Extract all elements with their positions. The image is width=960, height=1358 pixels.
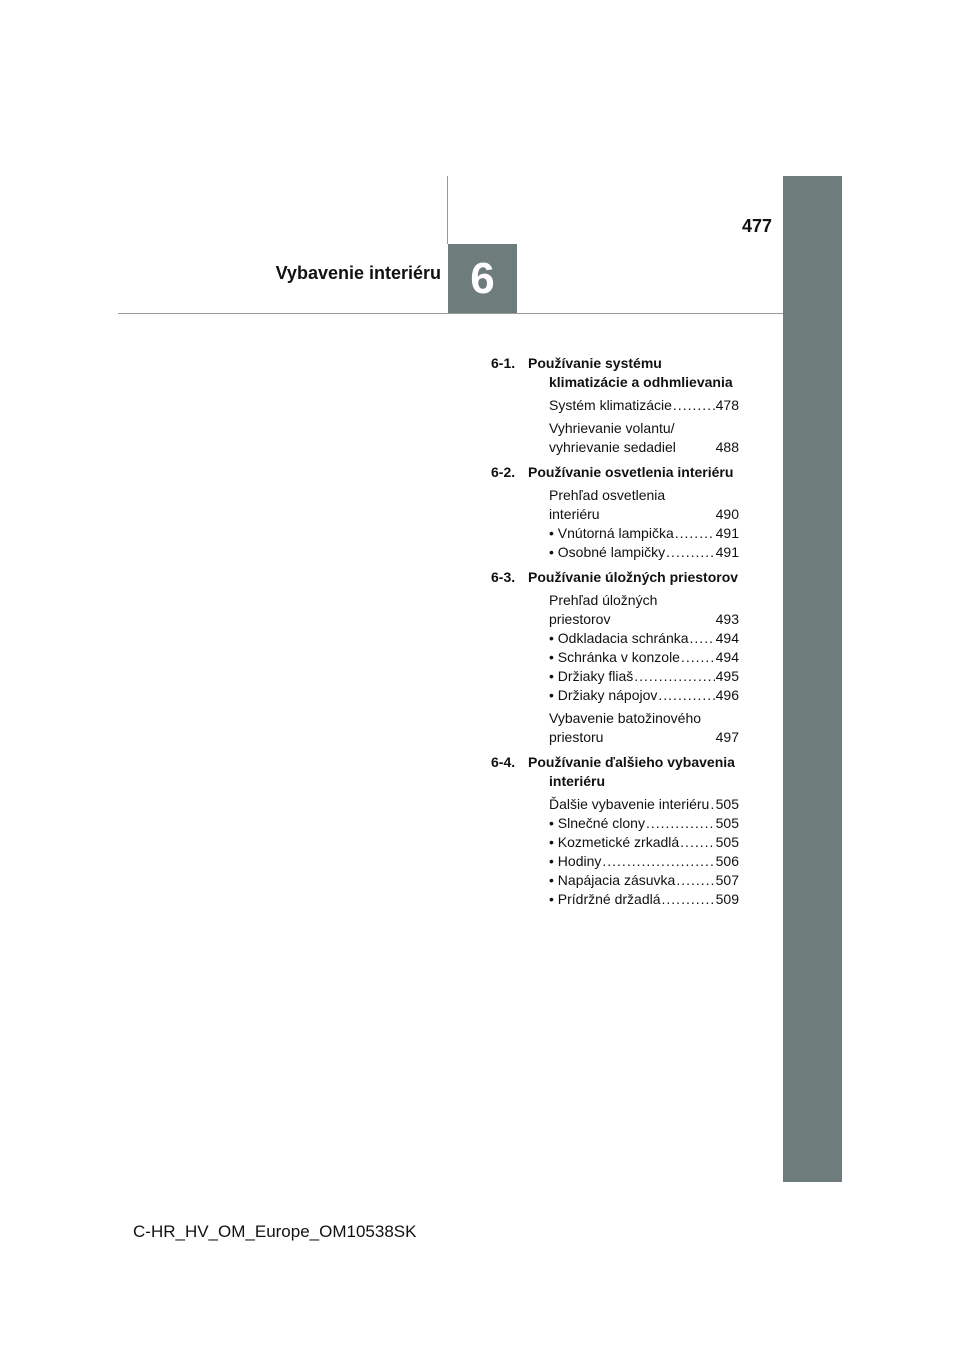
toc-leader	[673, 396, 715, 415]
toc-section-number: 6-1.	[491, 355, 516, 371]
header-vertical-rule	[447, 176, 448, 244]
toc-leader	[710, 795, 714, 814]
toc-entry-page: 506	[715, 853, 739, 869]
toc-entry[interactable]	[491, 667, 739, 686]
toc-entry[interactable]	[491, 833, 739, 852]
toc-entry-text: Prehľad osvetlenia interiéru	[549, 487, 666, 522]
toc-entry-text: • Držiaky nápojov	[549, 687, 658, 703]
toc-entry-page: 494	[715, 649, 739, 665]
toc-entry-page: 505	[715, 796, 739, 812]
toc-leader	[666, 543, 714, 562]
toc-entry[interactable]	[491, 852, 739, 871]
toc-entry-page: 509	[715, 891, 739, 907]
toc-entry-page: 488	[715, 439, 739, 455]
toc-section-title: Používanie systému klimatizácie a odhmlievania	[528, 355, 733, 390]
toc-section-heading[interactable]	[491, 354, 739, 392]
toc-entry[interactable]	[491, 543, 739, 562]
toc-leader	[681, 648, 715, 667]
toc-entry-text: • Kozmetické zrkadlá	[549, 834, 680, 850]
toc-section-heading[interactable]	[491, 463, 739, 482]
toc-leader	[675, 524, 715, 543]
toc-entry-text: • Vnútorná lampička	[549, 525, 674, 541]
toc-entry-page: 491	[715, 544, 739, 560]
toc-section	[491, 568, 739, 747]
toc-entry-text: Systém klimatizácie	[549, 397, 672, 413]
toc-entry-text: • Odkladacia schránka	[549, 630, 689, 646]
toc-section	[491, 463, 739, 562]
toc-entry-page: 490	[715, 506, 739, 522]
chapter-title: Vybavenie interiéru	[275, 263, 441, 283]
toc-entry[interactable]	[491, 890, 739, 909]
toc-entry-text: Prehľad úložných priestorov	[549, 592, 658, 627]
toc-section	[491, 753, 739, 909]
toc-entry[interactable]	[491, 486, 739, 524]
toc-entry-text: Vyhrievanie volantu/ vyhrievanie sedadiel	[549, 420, 676, 455]
toc-entry-text: • Osobné lampičky	[549, 544, 666, 560]
table-of-contents	[491, 354, 739, 911]
toc-entry-text: Ďalšie vybavenie interiéru	[549, 796, 710, 812]
toc-section	[491, 354, 739, 457]
toc-entry[interactable]	[491, 419, 739, 457]
toc-section-heading[interactable]	[491, 753, 739, 791]
toc-leader	[658, 686, 714, 705]
chapter-number-box	[448, 244, 517, 313]
toc-leader	[602, 852, 714, 871]
toc-entry-page: 505	[715, 834, 739, 850]
toc-entry-text: • Slnečné clony	[549, 815, 645, 831]
toc-entry[interactable]	[491, 709, 739, 747]
toc-section-title: Používanie osvetlenia interiéru	[528, 464, 734, 480]
toc-section-title: Používanie ďalšieho vybavenia interiéru	[528, 754, 735, 789]
toc-entry-page: 497	[715, 729, 739, 745]
toc-leader	[676, 871, 714, 890]
toc-entry-text: • Schránka v konzole	[549, 649, 680, 665]
toc-entry[interactable]	[491, 686, 739, 705]
toc-entry-page: 495	[715, 668, 739, 684]
toc-leader	[690, 629, 715, 648]
toc-entry[interactable]	[491, 814, 739, 833]
toc-entry-page: 505	[715, 815, 739, 831]
toc-entry-page: 496	[715, 687, 739, 703]
toc-entry-text: • Hodiny	[549, 853, 602, 869]
toc-entry[interactable]	[491, 795, 739, 814]
toc-entry-text: Vybavenie batožinového priestoru	[549, 710, 702, 745]
header-horizontal-rule	[118, 313, 783, 314]
toc-leader	[634, 667, 714, 686]
toc-section-title: Používanie úložných priestorov	[528, 569, 739, 585]
toc-entry-text: • Prídržné držadlá	[549, 891, 661, 907]
toc-entry-page: 478	[715, 397, 739, 413]
toc-section-heading[interactable]	[491, 568, 739, 587]
toc-entry[interactable]	[491, 524, 739, 543]
toc-entry[interactable]	[491, 629, 739, 648]
toc-entry-page: 507	[715, 872, 739, 888]
page-number: 477	[741, 216, 772, 236]
toc-entry[interactable]	[491, 648, 739, 667]
document-footer: C-HR_HV_OM_Europe_OM10538SK	[133, 1222, 417, 1241]
toc-entry-text: • Držiaky fliaš	[549, 668, 634, 684]
chapter-number: 6	[470, 253, 495, 303]
toc-leader	[680, 833, 714, 852]
toc-entry-page: 494	[715, 630, 739, 646]
toc-entry[interactable]	[491, 396, 739, 415]
toc-entry[interactable]	[491, 591, 739, 629]
toc-entry-page: 493	[715, 611, 739, 627]
toc-entry[interactable]	[491, 871, 739, 890]
toc-section-number: 6-2.	[491, 464, 516, 480]
toc-leader	[662, 890, 715, 909]
toc-section-number: 6-3.	[491, 569, 516, 585]
toc-section-number: 6-4.	[491, 754, 516, 770]
toc-entry-text: • Napájacia zásuvka	[549, 872, 676, 888]
toc-leader	[646, 814, 715, 833]
side-chapter-tab	[783, 176, 842, 1182]
toc-entry-page: 491	[715, 525, 739, 541]
